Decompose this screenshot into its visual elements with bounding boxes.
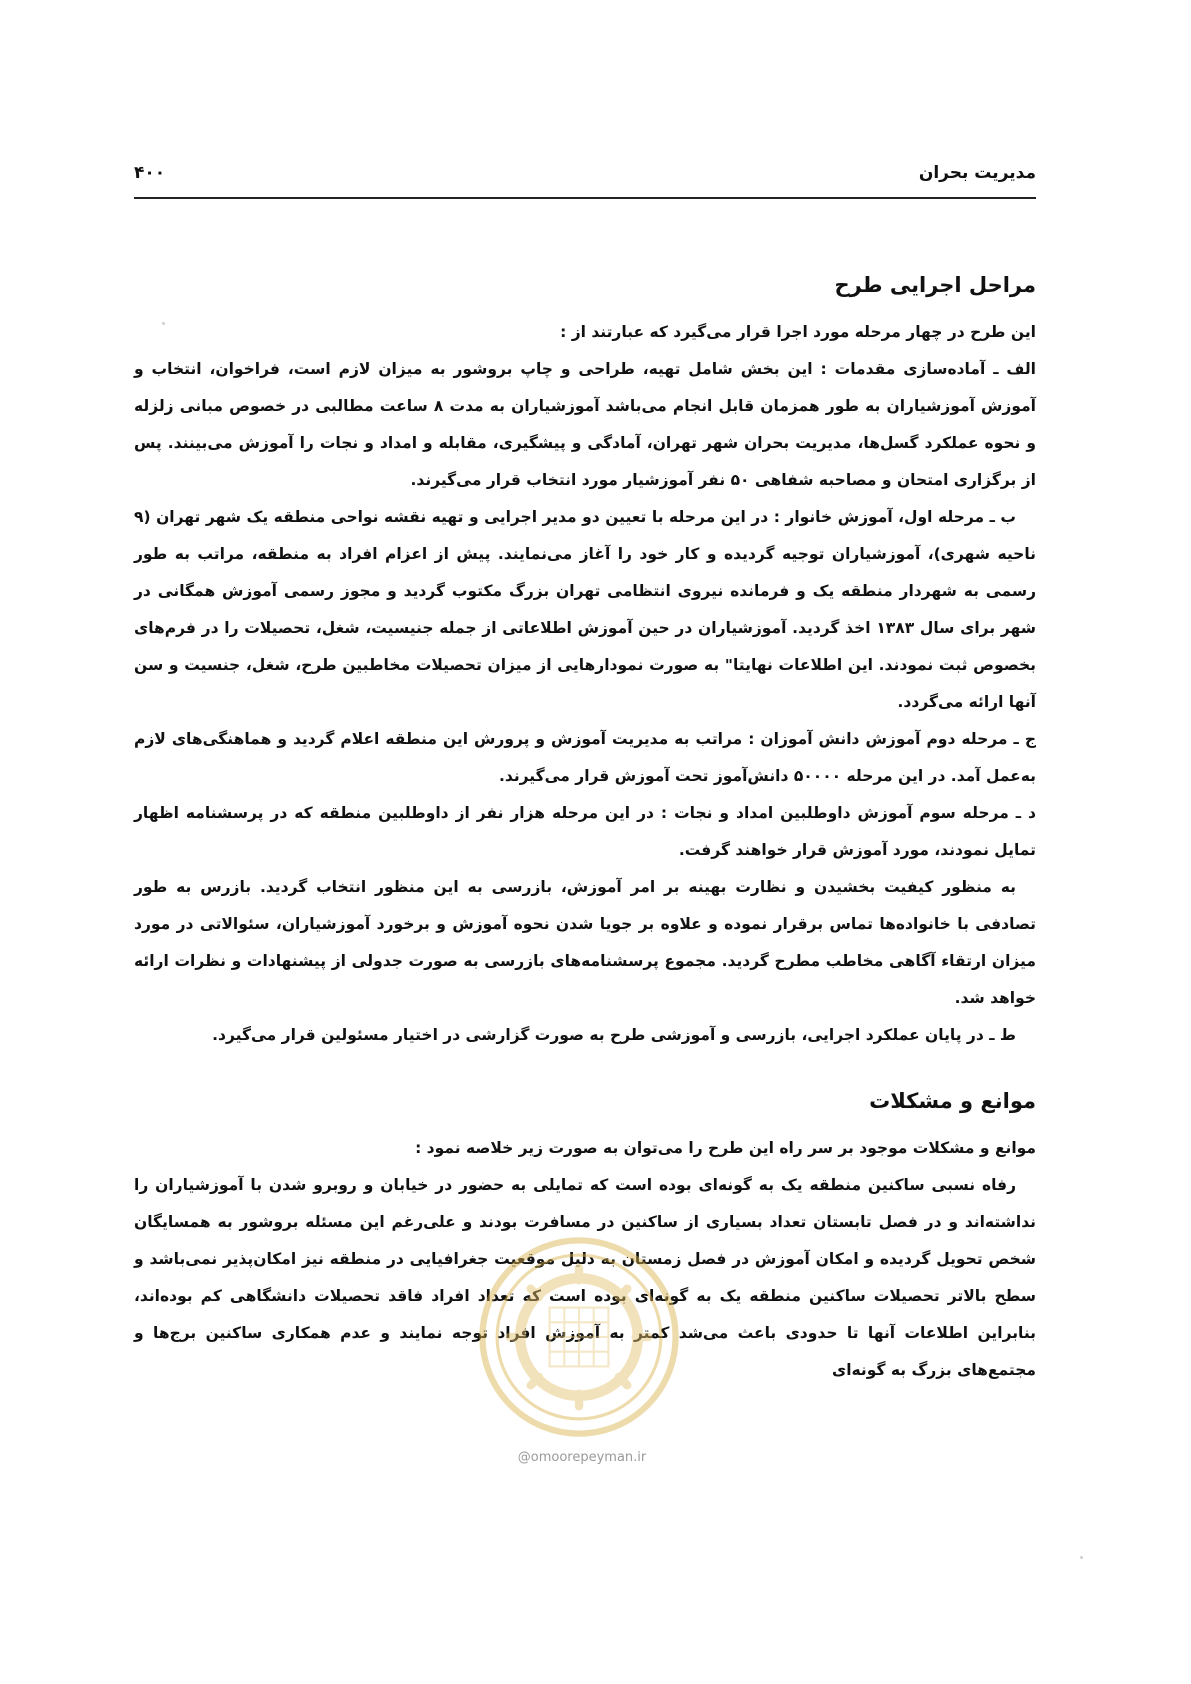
paragraph-jim: ج ـ مرحله دوم آموزش دانش آموزان : مراتب به مدیریت آموزش و پرورش این منطقه اعلام گردید و هماهنگی‌های لازم به‌عمل آمد. در این مرحله ۵۰۰۰۰ دانش‌آموز تحت آموزش قرار می‌گیرند. xyxy=(134,730,1036,785)
section-heading-implementation-stages: مراحل اجرایی طرح xyxy=(834,273,1036,297)
paragraph-inspection: به منظور کیفیت بخشیدن و نظارت بهینه بر امر آموزش، بازرسی به این منظور انتخاب گردید. بازرس به طور تصادفی با خانواده‌ها تماس برقرار نموده و علاوه بر جویا شدن نحوه آموزش و برخورد آموزشیاران، سئوالاتی در مورد میزان ارتقاء آگاهی مخاطب مطرح گردید. مجموع پرسشنامه‌های بازرسی به صورت جدولی از پیشنهادات و نظرات ارائه خواهد شد. xyxy=(134,878,1036,1007)
paragraph-ta: ط ـ در پایان عملکرد اجرایی، بازرسی و آموزشی طرح به صورت گزارشی در اختیار مسئولین قرار می‌گیرد. xyxy=(212,1026,1016,1044)
watermark-caption: @omoorepeyman.ir xyxy=(517,1450,647,1465)
running-title: مدیریت بحران xyxy=(918,163,1036,183)
header-rule xyxy=(134,197,1036,199)
page-number: ۴۰۰ xyxy=(134,163,166,183)
running-header xyxy=(134,163,1036,197)
section-heading-obstacles: موانع و مشکلات xyxy=(869,1089,1036,1113)
paragraph-obstacles-intro: موانع و مشکلات موجود بر سر راه این طرح را می‌توان به صورت زیر خلاصه نمود : xyxy=(415,1139,1036,1157)
paragraph-dal: د ـ مرحله سوم آموزش داوطلبین امداد و نجات : در این مرحله هزار نفر از داوطلبین منطقه که در پرسشنامه اظهار تمایل نمودند، مورد آموزش قرار خواهند گرفت. xyxy=(134,804,1036,859)
scan-speck xyxy=(1080,1556,1083,1559)
paragraph-intro: این طرح در چهار مرحله مورد اجرا قرار می‌گیرد که عبارتند از : xyxy=(560,323,1036,341)
paragraph-alef: الف ـ آماده‌سازی مقدمات : این بخش شامل تهیه، طراحی و چاپ بروشور به میزان لازم است، فراخوان، انتخاب و آموزش آموزشیاران به طور همزمان قابل انجام می‌باشد آموزشیاران به مدت ۸ ساعت مطالبی در خصوص مبانی زلزله و نحوه عملکرد گسل‌ها، مدیریت بحران شهر تهران، آمادگی و پیشگیری، مقابله و امداد و نجات را آموزش می‌بینند. پس از برگزاری امتحان و مصاحبه شفاهی ۵۰ نفر آموزشیار مورد انتخاب قرار می‌گیرند. xyxy=(134,360,1036,489)
paragraph-obstacles-body: رفاه نسبی ساکنین منطقه یک به گونه‌ای بوده است که تمایلی به حضور در خیابان و روبرو شدن با آموزشیاران را نداشته‌اند و در فصل تابستان تعداد بسیاری از ساکنین در مسافرت بودند و علی‌رغم این مسئله بروشور به همسایگان شخص تحویل گردیده و امکان آموزش در فصل زمستان به دلیل موقعیت جغرافیایی در منطقه نیز امکان‌پذیر نمی‌باشد و سطح بالاتر تحصیلات ساکنین منطقه یک به گونه‌ای بوده است که تعداد افراد فاقد تحصیلات دانشگاهی کم بوده‌اند، بنابراین اطلاعات آنها تا حدودی باعث می‌شد کمتر به آموزش افراد توجه نمایند و عدم همکاری ساکنین برج‌ها و مجتمع‌های بزرگ به گونه‌ای xyxy=(134,1176,1036,1379)
page-body xyxy=(134,270,1036,1389)
paragraph-be: ب ـ مرحله اول، آموزش خانوار : در این مرحله با تعیین دو مدیر اجرایی و تهیه نقشه نواحی منطقه یک شهر تهران (۹ ناحیه شهری)، آموزشیاران توجیه گردیده و کار خود را آغاز می‌نمایند. پیش از اعزام افراد به منطقه، مراتب به طور رسمی به شهردار منطقه یک و فرمانده نیروی انتظامی تهران بزرگ مکتوب گردید و مجوز رسمی آموزش همگانی در شهر برای سال ۱۳۸۳ اخذ گردید. آموزشیاران در حین آموزش اطلاعاتی از جمله جنیسیت، شغل، تحصیلات را در فرم‌های بخصوص ثبت نمودند. این اطلاعات نهایتا" به صورت نمودارهایی از میزان تحصیلات مخاطبین طرح، شغل، جنسیت و سن آنها ارائه می‌گردد. xyxy=(134,508,1036,711)
scan-speck xyxy=(162,322,165,325)
